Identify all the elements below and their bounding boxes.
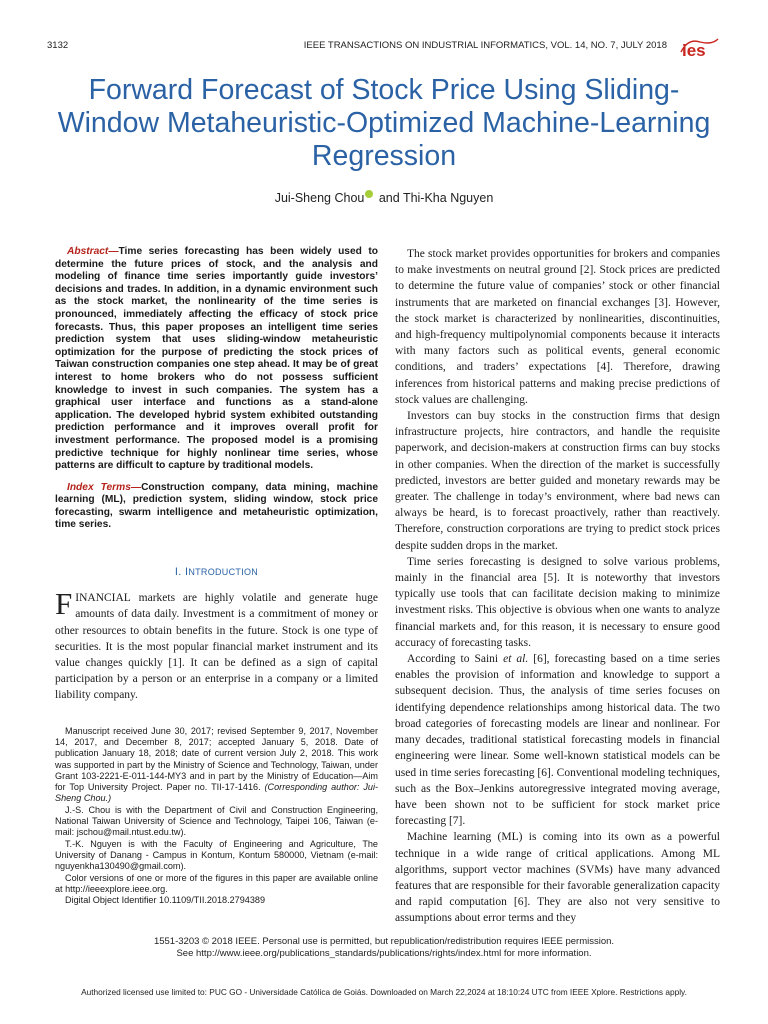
copyright-line-2: See http://www.ieee.org/publications_standards/publications/rights/index.html for more information.	[176, 948, 592, 959]
note-corresponding: (Corresponding author: Jui-Sheng Chou.)	[55, 782, 378, 804]
drop-cap: F	[55, 586, 73, 622]
left-column	[55, 246, 378, 906]
intro-text: markets are highly volatile and generate huge amounts of data daily. Investment is a commitment of money or other resources to obtain benefits in the future. Stock is one type of securities. It is the most popular financial market instrument and its value changes quickly [1]. It can be defined as a sign of capital participation by a person or an enterprise in a company or a limited liability company.	[55, 592, 378, 702]
orcid-icon[interactable]	[365, 190, 373, 198]
logo-text: ies	[682, 41, 706, 58]
paper-title: Forward Forecast of Stock Price Using Sliding-Window Metaheuristic-Optimized Machine-Learning Regression	[57, 74, 711, 172]
p4-start: According to Saini	[407, 653, 504, 666]
note-nguyen: T.-K. Nguyen is with the Faculty of Engineering and Agriculture, The University of Danang - Campus in Kontum, Kontum 580000, Vietnam (e-mail: nguyenkha130490@gmail.com).	[55, 838, 378, 872]
body-paragraph-4	[395, 651, 720, 829]
footnotes	[55, 726, 378, 907]
body-paragraph-5: Machine learning (ML) is coming into its own as a powerful technique in a wide range of critical applications. Among ML algorithms, support vector machines (SVMs) have many advanced features that are responsible for their favorable generalization capacity and rapid computation [6]. They are also not very sensitive to assumptions about error terms and they	[395, 831, 720, 925]
section-heading-introduction	[55, 564, 378, 580]
author-chou: Jui-Sheng Chou	[274, 191, 365, 205]
journal-name: IEEE TRANSACTIONS ON INDUSTRIAL INFORMATICS, VOL. 14, NO. 7, JULY 2018	[303, 40, 667, 51]
body-paragraph-1: The stock market provides opportunities for brokers and companies to make investments on neutral ground [2]. Stock prices are predicted to determine the future value of companies’ stock or other financial instruments that are marketed on financial exchanges [3]. However, the stock market is characterized by nonlinearities, discontinuities, and high-frequency multipolynomial components because it interacts with many factors such as political events, general economic conditions, and traders’ expectations [4]. Therefore, drawing inferences from historical patterns and making precise predictions of stock values are challenging.	[395, 248, 720, 406]
abstract-label: Abstract—	[67, 246, 119, 257]
author-line	[0, 190, 768, 205]
abstract	[55, 246, 378, 473]
note-color: Color versions of one or more of the figures in this paper are available online at http://ieeexplore.ieee.org.	[55, 872, 378, 894]
page-number: 3132	[47, 40, 69, 51]
p4-end: [6], forecasting based on a time series enables the provision of information and knowledge to support a subsequent decision. Thus, the analysis of time series focuses on identifying dependence relationships among historical data. The two broad categories of forecasting models are linear and nonlinear. For many decades, traditional statistical forecasting models in financial engineering were linear. Some well-known statistical models can be used in time series forecasting [6]. Conventional modeling techniques, such as the Box–Jenkins autoregressive integrated moving average, have been shown not to be sufficient for stock market price forecasting [7].	[395, 653, 721, 828]
p4-etal: et al.	[503, 653, 529, 666]
index-terms-text: Construction company, data mining, machine learning (ML), prediction system, sliding window, stock price forecasting, swarm intelligence and metaheuristic optimization, time series.	[55, 481, 378, 531]
copyright-line-1: 1551-3203 © 2018 IEEE. Personal use is permitted, but republication/redistribution requires IEEE permission.	[153, 936, 615, 947]
right-column	[395, 246, 720, 927]
note-received	[55, 726, 378, 805]
section-numeral: I.	[174, 566, 182, 579]
section-rest: NTRODUCTION	[188, 567, 259, 578]
license-footer: Authorized licensed use limited to: PUC GO - Universidade Católica de Goiás. Downloaded on March 22,2024 at 18:10:24 UTC from IEEE Xplore. Restrictions apply.	[81, 987, 687, 997]
author-nguyen: and Thi-Kha Nguyen	[378, 191, 494, 205]
note-chou: J.-S. Chou is with the Department of Civil and Construction Engineering, National Taiwan University of Science and Technology, Taipei 106, Taiwan (e-mail: jschou@mail.ntust.edu.tw).	[55, 804, 378, 838]
intro-caps: INANCIAL	[75, 592, 131, 605]
abstract-text: Time series forecasting has been widely used to determine the future prices of stock, and the analysis and modeling of finance time series importantly guide investors’ decisions and trades. In addition, in a dynamic environment such as the stock market, the nonlinearity of the time series is pronounced, immediately affecting the efficacy of stock price forecasts. Thus, this paper proposes an intelligent time series prediction system that uses sliding-window metaheuristic optimization for the purpose of predicting the stock prices of Taiwan construction companies one step ahead. It may be of great interest to home brokers who do not possess sufficient knowledge to invest in such companies. The system has a graphical user interface and functions as a stand-alone application. The developed hybrid system exhibited outstanding prediction performance and it improves overall profit for investment performance. The proposed model is a promising predictive technique for highly nonlinear time series, whose patterns are difficult to capture by traditional models.	[55, 246, 378, 472]
ies-logo	[678, 36, 722, 58]
note-received-text: Manuscript received June 30, 2017; revised September 9, 2017, November 14, 2017, and December 8, 2017; accepted January 5, 2018. Date of publication January 18, 2018; date of current version July 2, 2018. This work was supported in part by the Ministry of Science and Technology, Taiwan, under Grant 103-2221-E-011-144-MY3 and in part by the Ministry of Education—Aim for Top University Project. Paper no. TII-17-1416.	[55, 725, 378, 793]
copyright-notice	[0, 936, 768, 960]
intro-paragraph	[55, 586, 378, 703]
body-paragraph-2: Investors can buy stocks in the construction firms that design infrastructure projects, hire contractors, and handle the requisite paperwork, and decision-makers at construction firms can buy stocks in other companies. When the direction of the market is successfully predicted, investors are better guided and monetary rewards may be greater. The challenge in today’s environment, where bad news can always be heard, is to forecast proactively, rather than reactively. Therefore, construction corporations are trying to predict stock prices despite sudden drops in the market.	[395, 410, 720, 552]
section-first-letter: I	[184, 566, 189, 579]
body-paragraph-3: Time series forecasting is designed to solve various problems, mainly in the financial area [5]. It is noteworthy that investors typically use tools that can facilitate decision making to minimize investment risks. This objective is obvious when one wants to analyze financial markets and, for this reason, it is necessary to ensure good accuracy of forecasting tasks.	[395, 555, 720, 649]
note-doi: Digital Object Identifier 10.1109/TII.2018.2794389	[65, 895, 266, 906]
running-header	[47, 40, 667, 54]
index-terms	[55, 482, 378, 532]
index-terms-label: Index Terms—	[67, 481, 142, 493]
